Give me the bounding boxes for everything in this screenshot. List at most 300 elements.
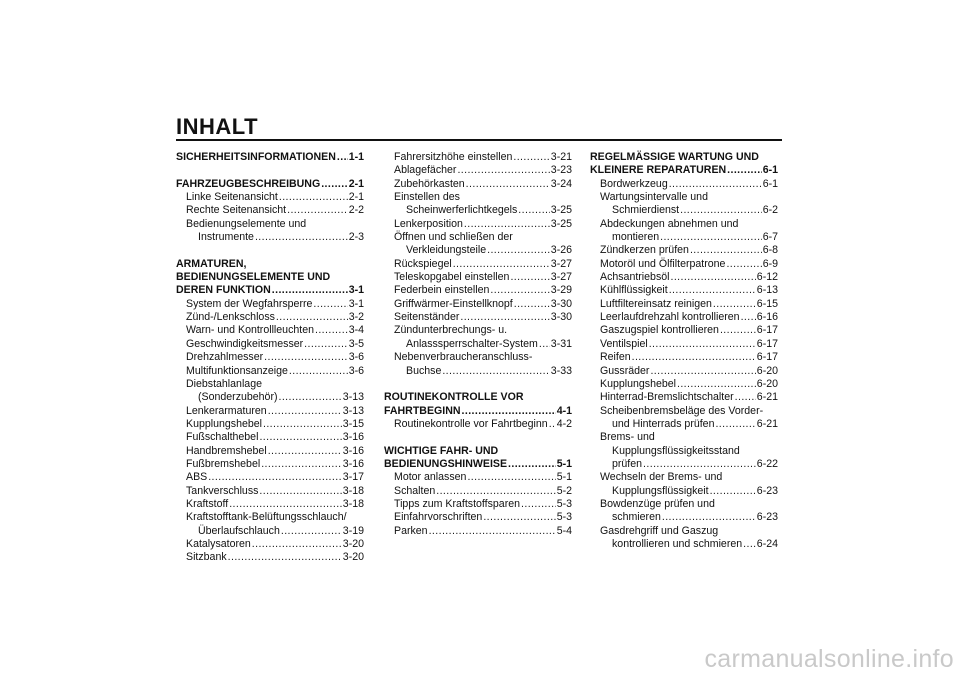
toc-entry-title: Geschwindigkeitsmesser [186,337,304,350]
toc-dot-leader [268,405,342,418]
toc-entry[interactable] [590,378,778,391]
toc-entry[interactable] [590,178,778,191]
toc-page-number: 3-18 [342,484,364,497]
toc-entry-title: Zündunterbrechungs- u. [394,324,508,337]
toc-entry[interactable] [176,498,364,511]
toc-dot-leader [315,324,348,337]
toc-page-number: 3-15 [342,417,364,430]
toc-entry[interactable] [384,498,572,511]
toc-entry-title: Bedienungselemente und [186,217,307,230]
toc-section-heading[interactable] [176,284,364,297]
toc-entry[interactable] [176,231,364,244]
toc-page-number: 6-17 [756,324,778,337]
toc-entry-title: Einstellen des [394,191,460,204]
toc-entry-title: schmieren [612,511,661,524]
toc-page-number: 6-2 [762,204,778,217]
toc-entry-title: Warn- und Kontrollleuchten [186,324,314,337]
toc-entry-title: Einfahrvorschriften [394,511,483,524]
toc-page-number: 6-20 [756,364,778,377]
toc-entry[interactable] [176,551,364,564]
toc-entry-title: Federbein einstellen [394,284,490,297]
toc-page-number: 3-23 [550,164,572,177]
toc-entry-title: Fußschalthebel [186,431,259,444]
toc-entry-title: Scheibenbremsbeläge des Vorder- [600,404,764,417]
toc-entry-title: Diebstahlanlage [186,377,262,390]
toc-entry [176,218,364,231]
toc-page-number: 6-7 [762,231,778,244]
toc-entry [176,378,364,391]
toc-page-number: 3-13 [342,391,364,404]
toc-page-number: 3-13 [342,404,364,417]
toc-entry-title: Motor anlassen [394,471,467,484]
toc-entry [590,431,778,444]
toc-dot-leader [261,458,342,471]
toc-entry-title: ARMATUREN, [176,257,247,270]
toc-column-2 [384,151,572,538]
toc-entry-title: Schalten [394,484,436,497]
toc-dot-leader [677,378,756,391]
toc-entry-title: WICHTIGE FAHR- UND [384,444,499,457]
toc-page-number: 3-18 [342,497,364,510]
toc-entry[interactable] [176,324,364,337]
toc-entry[interactable] [590,511,778,524]
toc-dot-leader [281,525,342,538]
toc-dot-leader [259,485,341,498]
toc-entry-title: Routinekontrolle vor Fahrtbeginn [394,417,548,430]
toc-entry [590,525,778,538]
toc-entry[interactable] [384,365,572,378]
toc-entry[interactable] [590,231,778,244]
toc-dot-leader [467,471,555,484]
toc-entry[interactable] [176,338,364,351]
toc-page-number: 6-13 [756,284,778,297]
toc-entry[interactable] [590,324,778,337]
toc-dot-leader [518,204,550,217]
toc-section-heading [384,391,572,404]
toc-page-number: 6-24 [756,537,778,550]
toc-entry-title: Zubehörkasten [394,177,465,190]
toc-entry-title: Wechseln der Brems- und [600,471,723,484]
toc-dot-leader [669,178,762,191]
toc-entry [384,351,572,364]
toc-entry-title: Teleskopgabel einstellen [394,271,510,284]
toc-page-number: 6-8 [762,244,778,257]
toc-entry-title: kontrollieren und schmieren [612,537,743,550]
toc-entry[interactable] [384,418,572,431]
toc-page-number: 6-20 [756,377,778,390]
toc-entry-title: Überlaufschlauch [198,524,280,537]
toc-entry-title: Luftfiltereinsatz reinigen [600,297,712,310]
toc-page-number: 4-2 [556,417,572,430]
toc-entry-title: Linke Seitenansicht [186,191,278,204]
toc-entry[interactable] [590,284,778,297]
toc-entry-title: ROUTINEKONTROLLE VOR [384,391,524,404]
toc-dot-leader [457,164,549,177]
toc-page-number: 3-16 [342,457,364,470]
toc-page-number: 1-1 [348,151,364,163]
toc-entry-title: KLEINERE REPARATUREN [590,164,727,177]
toc-entry-title: Instrumente [198,231,254,244]
toc-dot-leader [513,151,549,164]
toc-entry-title: Schmierdienst [612,204,680,217]
toc-entry-title: Achsantriebsöl [600,271,670,284]
toc-entry-title: Seitenständer [394,311,460,324]
toc-entry[interactable] [176,204,364,217]
toc-page-number: 3-33 [550,364,572,377]
toc-entry-title: montieren [612,231,660,244]
toc-dot-leader [287,204,348,217]
toc-entry[interactable] [176,311,364,324]
toc-dot-leader [487,244,550,257]
toc-section-heading[interactable] [176,151,364,164]
toc-dot-leader [521,498,556,511]
toc-entry-title: Kupplungshebel [186,417,262,430]
toc-entry-title: Parken [394,524,428,537]
toc-page-number: 3-20 [342,551,364,564]
toc-entry-title: Handbremshebel [186,444,267,457]
toc-dot-leader [263,418,342,431]
toc-entry[interactable] [384,525,572,538]
toc-dot-leader [490,284,549,297]
toc-page-number: 2-1 [348,191,364,204]
toc-entry [384,231,572,244]
toc-entry[interactable] [590,271,778,284]
toc-page-number: 3-19 [342,524,364,537]
toc-dot-leader [304,338,348,351]
toc-entry-title: Multifunktionsanzeige [186,364,288,377]
toc-entry[interactable] [384,511,572,524]
toc-entry[interactable] [384,218,572,231]
toc-page-number: 2-3 [348,231,364,244]
toc-dot-leader [720,324,756,337]
toc-entry-title: Leerlaufdrehzahl kontrollieren [600,311,740,324]
toc-entry[interactable] [176,431,364,444]
toc-dot-leader [713,298,756,311]
toc-entry [590,471,778,484]
toc-page-number: 3-27 [550,257,572,270]
toc-dot-leader [228,551,342,564]
toc-entry-title: Kupplungsflüssigkeitsstand [612,444,740,457]
toc-entry[interactable] [176,458,364,471]
toc-entry[interactable] [176,351,364,364]
toc-dot-leader [272,284,348,297]
toc-page-number: 6-21 [756,417,778,430]
toc-page-number: 3-30 [550,297,572,310]
toc-entry-title: Buchse [406,364,442,377]
toc-dot-leader [462,405,556,418]
toc-dot-leader [464,218,550,231]
toc-entry-title: Kraftstoff [186,497,229,510]
toc-dot-leader [279,191,348,204]
toc-entry[interactable] [384,204,572,217]
toc-entry[interactable] [176,485,364,498]
toc-spacer [384,431,572,444]
toc-entry-title: Nebenverbraucheranschluss- [394,351,533,364]
toc-entry[interactable] [590,244,778,257]
toc-dot-leader [727,164,762,177]
toc-page-number: 3-26 [550,244,572,257]
toc-entry[interactable] [590,204,778,217]
toc-dot-leader [259,431,341,444]
toc-section-heading[interactable] [384,405,572,418]
toc-page-number: 6-23 [756,484,778,497]
toc-entry-title: Gasdrehgriff und Gaszug [600,524,719,537]
toc-dot-leader [321,178,347,191]
toc-entry-title: Verkleidungsteile [406,244,487,257]
toc-dot-leader [735,391,756,404]
toc-entry[interactable] [384,178,572,191]
toc-entry[interactable] [176,471,364,484]
toc-entry-title: Gussräder [600,364,650,377]
toc-dot-leader [549,418,556,431]
toc-entry[interactable] [384,151,572,164]
toc-entry-title: Öffnen und schließen der [394,231,513,244]
toc-dot-leader [466,178,550,191]
toc-entry-title: Lenkerposition [394,217,463,230]
toc-page-number: 5-1 [556,457,572,470]
toc-page-number: 3-25 [550,217,572,230]
toc-entry[interactable] [176,365,364,378]
toc-page-number: 3-5 [348,337,364,350]
toc-page-number: 2-1 [348,177,364,190]
toc-entry-title: Tankverschluss [186,484,259,497]
toc-entry[interactable] [176,525,364,538]
toc-page-number: 3-6 [348,364,364,377]
toc-page-number: 6-15 [756,297,778,310]
toc-entry [590,405,778,418]
toc-page-number: 5-3 [556,511,572,524]
toc-dot-leader [650,365,755,378]
toc-entry[interactable] [590,311,778,324]
toc-entry[interactable] [384,244,572,257]
toc-spacer [176,164,364,177]
toc-entry[interactable] [384,284,572,297]
toc-entry[interactable] [590,365,778,378]
toc-entry-title: Ablagefächer [394,164,457,177]
toc-page-number: 3-2 [348,311,364,324]
toc-entry[interactable] [590,538,778,551]
toc-entry[interactable] [384,311,572,324]
toc-entry[interactable] [176,405,364,418]
toc-page-number: 6-21 [756,391,778,404]
toc-dot-leader [279,391,342,404]
toc-dot-leader [337,151,348,164]
toc-dot-leader [255,231,348,244]
toc-page-number: 5-3 [556,497,572,510]
toc-entry-title: Katalysatoren [186,537,251,550]
toc-entry-title: Fußbremshebel [186,457,261,470]
toc-entry[interactable] [176,298,364,311]
toc-entry-title: Rückspiegel [394,257,452,270]
toc-entry-title: FAHRTBEGINN [384,404,461,417]
toc-dot-leader [442,365,549,378]
toc-entry[interactable] [590,391,778,404]
toc-entry-title: Anlasssperrschalter-System [406,337,538,350]
toc-page-number: 3-21 [550,151,572,163]
toc-dot-leader [514,298,550,311]
toc-page-number: 3-16 [342,431,364,444]
toc-entry[interactable] [384,485,572,498]
toc-dot-leader [460,311,549,324]
toc-entry-title: Lenkerarmaturen [186,404,267,417]
toc-entry [590,445,778,458]
toc-entry-title: FAHRZEUGBESCHREIBUNG [176,177,321,190]
toc-entry-title: Griffwärmer-Einstellknopf [394,297,513,310]
toc-section-heading [590,151,778,164]
toc-entry-title: ABS [186,471,208,484]
toc-page-number: 3-17 [342,471,364,484]
toc-entry [384,324,572,337]
toc-page-number: 3-27 [550,271,572,284]
toc-entry [590,191,778,204]
toc-entry[interactable] [176,445,364,458]
toc-entry[interactable] [176,391,364,404]
toc-dot-leader [710,485,756,498]
toc-dot-leader [660,231,762,244]
toc-entry-title: prüfen [612,457,643,470]
toc-dot-leader [669,284,756,297]
toc-page-number: 4-1 [556,404,572,417]
toc-entry [590,218,778,231]
toc-entry-title: Kraftstofftank-Belüftungsschlauch/ [186,511,347,524]
toc-page-number: 3-25 [550,204,572,217]
toc-entry-title: BEDIENUNGSELEMENTE UND [176,271,331,284]
toc-section-heading [176,258,364,271]
toc-dot-leader [715,418,755,431]
page-title: INHALT [176,114,259,139]
toc-dot-leader [510,271,549,284]
toc-entry-title: Motoröl und Ölfilterpatrone [600,257,726,270]
toc-spacer [176,244,364,257]
toc-section-heading[interactable] [384,458,572,471]
toc-page-number: 3-16 [342,444,364,457]
toc-dot-leader [313,298,347,311]
toc-entry[interactable] [590,298,778,311]
toc-dot-leader [726,258,761,271]
toc-entry-title: DEREN FUNKTION [176,284,271,297]
toc-entry-title: SICHERHEITSINFORMATIONEN [176,151,336,163]
toc-entry-title: Kupplungshebel [600,377,676,390]
toc-column-1 [176,151,364,565]
toc-page-number: 6-1 [762,177,778,190]
toc-section-heading[interactable] [176,178,364,191]
toc-entry[interactable] [590,258,778,271]
toc-entry[interactable] [384,271,572,284]
toc-entry[interactable] [176,538,364,551]
toc-dot-leader [289,365,348,378]
toc-entry-title: Sitzbank [186,551,227,564]
toc-dot-leader [649,338,756,351]
toc-entry [590,498,778,511]
toc-entry-title: Hinterrad-Bremslichtschalter [600,391,734,404]
toc-entry[interactable] [590,458,778,471]
toc-entry[interactable] [176,418,364,431]
toc-entry-title: Ventilspiel [600,337,648,350]
toc-dot-leader [436,485,555,498]
toc-dot-leader [680,204,762,217]
toc-dot-leader [268,445,342,458]
toc-page-number: 6-9 [762,257,778,270]
toc-entry-title: Tipps zum Kraftstoffsparen [394,497,521,510]
toc-entry-title: Brems- und [600,431,655,444]
toc-entry-title: Wartungsintervalle und [600,191,708,204]
toc-dot-leader [264,351,348,364]
toc-spacer [384,378,572,391]
toc-entry-title: Fahrersitzhöhe einstellen [394,151,513,163]
toc-section-heading [384,445,572,458]
toc-page-number: 3-29 [550,284,572,297]
toc-page-number: 6-12 [756,271,778,284]
toc-entry[interactable] [590,418,778,431]
toc-section-heading [176,271,364,284]
toc-page-number: 3-20 [342,537,364,550]
toc-page-number: 5-2 [556,484,572,497]
toc-dot-leader [741,311,756,324]
toc-entry-title: Abdeckungen abnehmen und [600,217,739,230]
toc-entry-title: Bordwerkzeug [600,177,668,190]
toc-dot-leader [690,244,762,257]
toc-entry-title: Kühlflüssigkeit [600,284,668,297]
title-rule [176,139,782,141]
toc-entry-title: Zünd-/Lenkschloss [186,311,275,324]
toc-entry[interactable] [590,485,778,498]
toc-dot-leader [276,311,348,324]
toc-page-number: 3-1 [348,284,364,297]
toc-entry-title: Zündkerzen prüfen [600,244,689,257]
toc-page-number: 3-31 [550,337,572,350]
toc-page-number: 6-22 [756,457,778,470]
toc-page-number: 5-1 [556,471,572,484]
toc-page-number: 6-16 [756,311,778,324]
toc-entry[interactable] [384,258,572,271]
toc-entry [176,511,364,524]
toc-dot-leader [632,351,756,364]
toc-entry[interactable] [384,471,572,484]
toc-page-number: 3-30 [550,311,572,324]
toc-page-number: 6-1 [762,164,778,177]
toc-dot-leader [671,271,756,284]
toc-page-number: 6-17 [756,337,778,350]
toc-entry[interactable] [384,164,572,177]
toc-entry [384,191,572,204]
toc-dot-leader [643,458,756,471]
toc-entry-title: BEDIENUNGSHINWEISE [384,457,508,470]
toc-column-3 [590,151,778,551]
toc-dot-leader [662,511,756,524]
toc-page-number: 3-4 [348,324,364,337]
toc-entry[interactable] [590,338,778,351]
toc-entry[interactable] [176,191,364,204]
toc-dot-leader [252,538,342,551]
toc-dot-leader [483,511,555,524]
toc-dot-leader [539,338,550,351]
toc-page-number: 6-17 [756,351,778,364]
toc-page-number: 3-1 [348,297,364,310]
toc-entry[interactable] [384,338,572,351]
toc-entry-title: Gaszugspiel kontrollieren [600,324,719,337]
toc-dot-leader [208,471,342,484]
toc-dot-leader [229,498,342,511]
toc-entry[interactable] [384,298,572,311]
toc-entry-title: Scheinwerferlichtkegels [406,204,518,217]
toc-page-number: 3-24 [550,177,572,190]
toc-entry[interactable] [590,351,778,364]
toc-entry-title: und Hinterrads prüfen [612,417,715,430]
toc-entry-title: Rechte Seitenansicht [186,204,287,217]
toc-dot-leader [508,458,556,471]
toc-section-heading[interactable] [590,164,778,177]
toc-page-number: 3-6 [348,351,364,364]
